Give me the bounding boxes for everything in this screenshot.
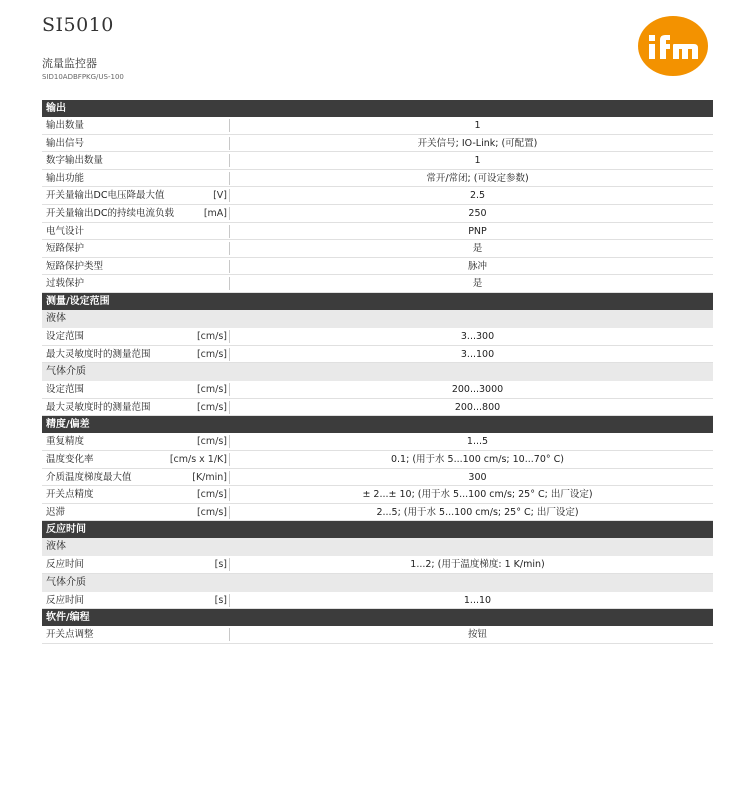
spec-row — [42, 451, 713, 469]
spec-label: 输出信号 — [46, 137, 85, 149]
spec-value: 1 — [474, 120, 481, 131]
spec-value: 是 — [472, 243, 483, 255]
spec-value: 常开/常闭; (可设定参数) — [426, 172, 529, 184]
spec-row — [42, 486, 713, 504]
spec-unit: [cm/s] — [196, 436, 227, 448]
column-divider — [229, 189, 230, 202]
spec-row — [42, 556, 713, 574]
spec-label: 最大灵敏度时的测量范围 — [46, 348, 151, 360]
spec-row — [42, 223, 713, 241]
section-header: 精度/偏差 — [42, 416, 713, 433]
spec-row — [42, 258, 713, 276]
spec-unit: [s] — [214, 559, 227, 571]
column-divider — [229, 348, 230, 361]
spec-unit: [cm/s] — [196, 348, 227, 360]
spec-label: 输出数量 — [46, 120, 85, 131]
column-divider — [229, 506, 230, 519]
spec-value: 3...100 — [460, 348, 495, 360]
spec-row — [42, 433, 713, 451]
spec-unit: [V] — [213, 190, 227, 202]
spec-label: 反应时间 — [46, 594, 85, 606]
column-divider — [229, 119, 230, 132]
spec-label: 开关点精度 — [46, 489, 94, 501]
spec-label: 反应时间 — [46, 559, 85, 571]
column-divider — [229, 628, 230, 641]
column-divider — [229, 277, 230, 290]
spec-row — [42, 346, 713, 364]
spec-row — [42, 135, 713, 153]
subsection-header: 气体介质 — [42, 574, 713, 592]
subsection-header: 液体 — [42, 538, 713, 556]
subsection-header: 液体 — [42, 310, 713, 328]
spec-row — [42, 399, 713, 417]
section-header: 软件/编程 — [42, 609, 713, 626]
spec-value: 1...5 — [466, 436, 489, 448]
spec-value: 脉冲 — [467, 260, 487, 272]
spec-value: 300 — [468, 471, 487, 483]
spec-label: 开关量输出DC电压降最大值 — [46, 190, 165, 202]
spec-row — [42, 152, 713, 170]
spec-row — [42, 205, 713, 223]
column-divider — [229, 137, 230, 150]
spec-label: 介质温度梯度最大值 — [46, 471, 132, 483]
spec-value: 是 — [472, 278, 483, 290]
column-divider — [229, 172, 230, 185]
spec-row — [42, 626, 713, 644]
column-divider — [229, 207, 230, 220]
column-divider — [229, 594, 230, 607]
spec-row — [42, 187, 713, 205]
spec-row — [42, 275, 713, 293]
spec-value: 按钮 — [467, 629, 487, 641]
spec-row — [42, 117, 713, 135]
spec-label: 开关量输出DC的持续电流负载 — [46, 207, 174, 219]
product-subtitle: 流量监控器 — [42, 57, 97, 70]
spec-unit: [cm/s] — [196, 506, 227, 518]
spec-row — [42, 328, 713, 346]
column-divider — [229, 330, 230, 343]
column-divider — [229, 383, 230, 396]
spec-unit: [cm/s] — [196, 330, 227, 342]
product-code: SID10ADBFPKG/US-100 — [42, 73, 124, 81]
spec-label: 短路保护类型 — [46, 260, 104, 272]
column-divider — [229, 401, 230, 414]
spec-unit: [mA] — [203, 207, 227, 219]
spec-unit: [cm/s x 1/K] — [169, 453, 227, 465]
spec-label: 开关点调整 — [46, 629, 94, 641]
spec-unit: [cm/s] — [196, 401, 227, 413]
column-divider — [229, 260, 230, 273]
spec-value: 1...10 — [463, 594, 492, 606]
spec-value: 0.1; (用于水 5...100 cm/s; 10...70° C) — [390, 453, 564, 465]
ifm-logo — [638, 16, 708, 76]
spec-unit: [s] — [214, 594, 227, 606]
spec-value: 1...2; (用于温度梯度: 1 K/min) — [410, 559, 545, 571]
spec-unit: [cm/s] — [196, 384, 227, 396]
column-divider — [229, 558, 230, 571]
spec-label: 电气设计 — [46, 225, 85, 237]
spec-value: 1 — [474, 155, 481, 167]
column-divider — [229, 154, 230, 167]
subsection-header: 气体介质 — [42, 363, 713, 381]
spec-label: 设定范围 — [46, 384, 85, 396]
section-header: 输出 — [42, 100, 713, 117]
product-title: SI5010 — [42, 14, 114, 36]
column-divider — [229, 471, 230, 484]
column-divider — [229, 488, 230, 501]
section-header: 测量/设定范围 — [42, 293, 713, 310]
spec-label: 设定范围 — [46, 330, 85, 342]
spec-row — [42, 170, 713, 188]
spec-value: 250 — [468, 207, 487, 219]
column-divider — [229, 225, 230, 238]
spec-label: 温度变化率 — [46, 453, 94, 465]
spec-label: 过载保护 — [46, 278, 85, 290]
column-divider — [229, 435, 230, 448]
spec-label: 短路保护 — [46, 243, 85, 255]
column-divider — [229, 453, 230, 466]
spec-row — [42, 240, 713, 258]
spec-label: 迟滞 — [46, 506, 66, 518]
spec-value: 2...5; (用于水 5...100 cm/s; 25° C; 出厂设定) — [376, 506, 579, 518]
spec-table — [42, 100, 713, 644]
spec-row — [42, 469, 713, 487]
spec-value: 3...300 — [460, 330, 495, 342]
spec-row — [42, 504, 713, 522]
spec-value: 200...800 — [454, 401, 501, 413]
spec-value: 开关信号; IO-Link; (可配置) — [417, 137, 538, 149]
spec-row — [42, 592, 713, 610]
spec-value: PNP — [468, 225, 487, 237]
spec-label: 数字输出数量 — [46, 155, 104, 167]
spec-unit: [cm/s] — [196, 489, 227, 501]
spec-row — [42, 381, 713, 399]
spec-value: 200...3000 — [451, 384, 504, 396]
spec-value: ± 2...± 10; (用于水 5...100 cm/s; 25° C; 出厂设定) — [362, 489, 593, 501]
spec-label: 输出功能 — [46, 172, 85, 184]
section-header: 反应时间 — [42, 521, 713, 538]
spec-value: 2.5 — [469, 190, 486, 202]
ifm-logo-graphic — [638, 16, 708, 76]
spec-unit: [K/min] — [192, 471, 227, 483]
column-divider — [229, 242, 230, 255]
spec-label: 重复精度 — [46, 436, 85, 448]
spec-label: 最大灵敏度时的测量范围 — [46, 401, 151, 413]
page-header — [0, 0, 750, 96]
